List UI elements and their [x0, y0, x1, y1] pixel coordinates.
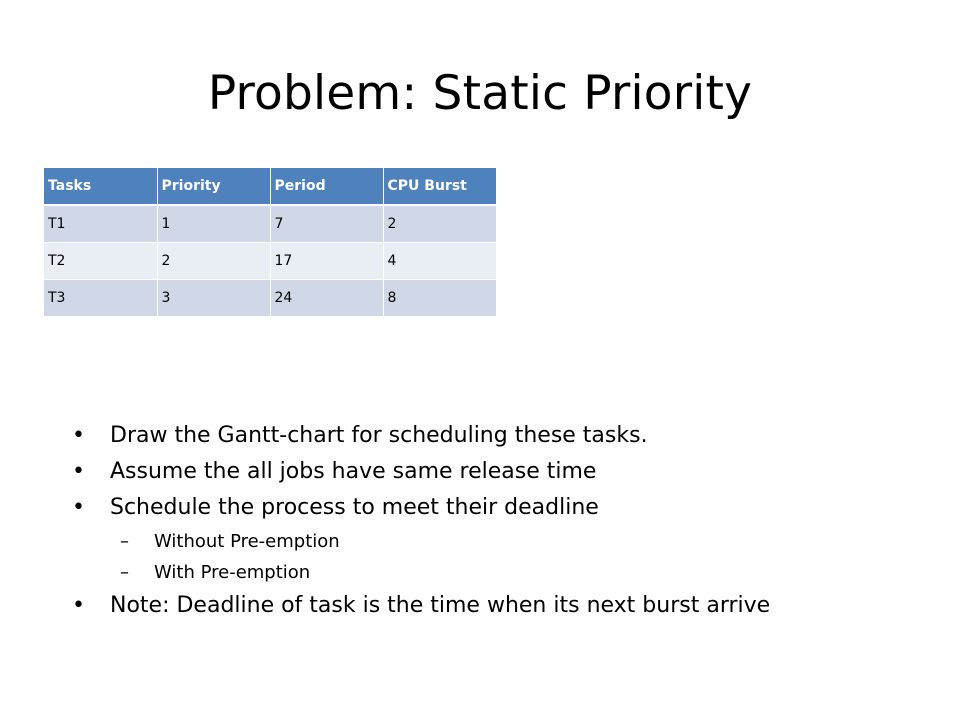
cell-priority: 2	[157, 242, 270, 279]
cell-cpu-burst: 8	[383, 279, 496, 316]
header-period: Period	[270, 168, 383, 205]
cell-cpu-burst: 4	[383, 242, 496, 279]
dash-icon: –	[120, 531, 129, 552]
slide-title: Problem: Static Priority	[207, 66, 753, 121]
cell-period: 7	[270, 205, 383, 242]
cell-task: T3	[44, 279, 157, 316]
cell-period: 24	[270, 279, 383, 316]
bullet-item	[70, 454, 950, 490]
sub-bullet-text: With Pre-emption	[154, 562, 311, 583]
bullet-item	[70, 588, 950, 624]
bullet-text: Note: Deadline of task is the time when its next burst arrive	[110, 593, 771, 618]
bullet-list	[70, 418, 950, 624]
dash-icon: –	[120, 562, 129, 583]
bullet-icon: •	[72, 593, 85, 618]
sub-bullet-item	[70, 557, 950, 588]
sub-bullet-text: Without Pre-emption	[154, 531, 340, 552]
bullet-text: Assume the all jobs have same release time	[110, 459, 597, 484]
cell-task: T1	[44, 205, 157, 242]
bullet-icon: •	[72, 459, 85, 484]
cell-cpu-burst: 2	[383, 205, 496, 242]
bullet-icon: •	[72, 423, 85, 448]
cell-period: 17	[270, 242, 383, 279]
bullet-item	[70, 490, 950, 526]
table-row	[44, 242, 496, 279]
task-table	[44, 168, 496, 316]
sub-bullet-item	[70, 526, 950, 557]
bullet-item	[70, 418, 950, 454]
cell-priority: 1	[157, 205, 270, 242]
table-row	[44, 205, 496, 242]
header-tasks: Tasks	[44, 168, 157, 205]
table-header-row	[44, 168, 496, 205]
bullet-text: Draw the Gantt-chart for scheduling these tasks.	[110, 423, 648, 448]
table-row	[44, 279, 496, 316]
header-cpu-burst: CPU Burst	[383, 168, 496, 205]
bullet-text: Schedule the process to meet their deadline	[110, 495, 599, 520]
bullet-icon: •	[72, 495, 85, 520]
header-priority: Priority	[157, 168, 270, 205]
cell-priority: 3	[157, 279, 270, 316]
cell-task: T2	[44, 242, 157, 279]
